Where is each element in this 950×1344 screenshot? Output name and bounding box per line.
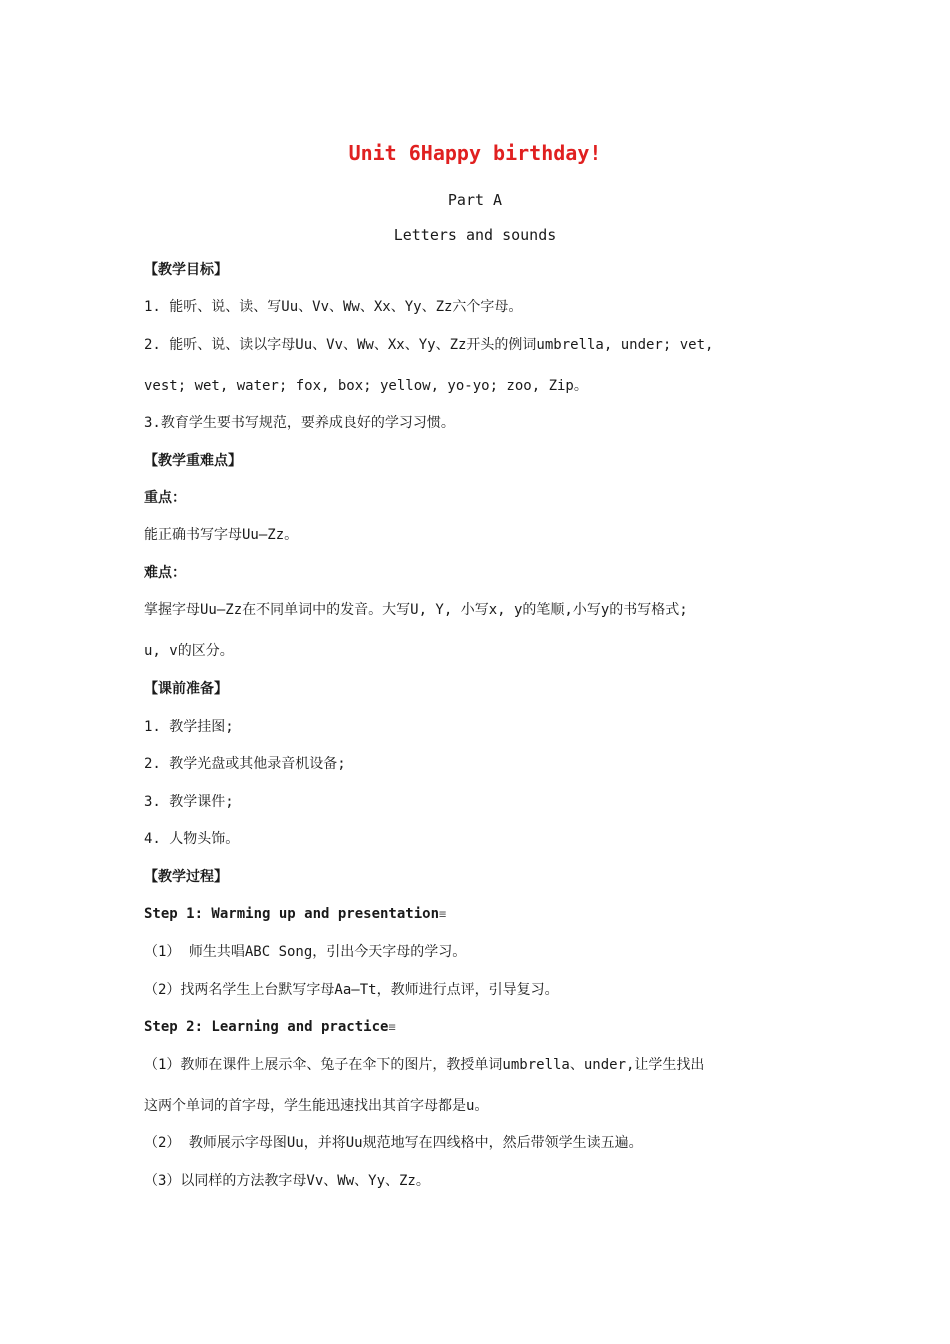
step2-item: （3）以同样的方法教字母Vv、Ww、Yy、Zz。 bbox=[144, 1173, 430, 1189]
part-label: Part A bbox=[447, 191, 503, 209]
objective-item: 3.教育学生要书写规范，要养成良好的学习习惯。 bbox=[144, 415, 455, 431]
paragraph-mark-icon: ≡ bbox=[439, 907, 447, 921]
step1-item: （1） 师生共唱ABC Song，引出今天字母的学习。 bbox=[144, 944, 467, 960]
step1-item: （2）找两名学生上台默写字母Aa—Tt，教师进行点评，引导复习。 bbox=[144, 982, 559, 998]
key-points-heading: 【教学重难点】 bbox=[144, 453, 242, 469]
lesson-label: Letters and sounds bbox=[393, 226, 557, 244]
preparation-item: 3. 教学课件; bbox=[144, 794, 234, 810]
preparation-heading: 【课前准备】 bbox=[144, 681, 228, 697]
step2-item: （2） 教师展示字母图Uu，并将Uu规范地写在四线格中，然后带领学生读五遍。 bbox=[144, 1135, 643, 1151]
paragraph-mark-icon: ≡ bbox=[388, 1020, 396, 1034]
objective-item: 2. 能听、说、读以字母Uu、Vv、Ww、Xx、Yy、Zz开头的例词umbrella, under; vet, bbox=[144, 337, 714, 353]
step2-item: （1）教师在课件上展示伞、兔子在伞下的图片，教授单词umbrella、under,让学生找出 bbox=[144, 1057, 705, 1073]
process-heading: 【教学过程】 bbox=[144, 869, 228, 885]
objective-item: vest; wet, water; fox, box; yellow, yo-yo; zoo, Zip。 bbox=[144, 378, 588, 394]
preparation-item: 1. 教学挂图; bbox=[144, 719, 234, 735]
objective-item: 1. 能听、说、读、写Uu、Vv、Ww、Xx、Yy、Zz六个字母。 bbox=[144, 299, 523, 315]
objectives-heading: 【教学目标】 bbox=[144, 262, 228, 278]
difficulty-text: 掌握字母Uu—Zz在不同单词中的发音。大写U, Y, 小写x, y的笔顺,小写y的书写格式; bbox=[144, 602, 688, 618]
preparation-item: 4. 人物头饰。 bbox=[144, 831, 240, 847]
document-title: Unit 6Happy birthday! bbox=[348, 141, 602, 165]
step2-item: 这两个单词的首字母，学生能迅速找出其首字母都是u。 bbox=[144, 1098, 489, 1114]
step2-title bbox=[144, 1017, 800, 1037]
step2-title-text: Step 2: Learning and practice bbox=[144, 1019, 389, 1035]
preparation-item: 2. 教学光盘或其他录音机设备; bbox=[144, 756, 346, 772]
difficulty-text: u, v的区分。 bbox=[144, 643, 234, 659]
difficulty-label: 难点： bbox=[144, 565, 186, 581]
focus-text: 能正确书写字母Uu—Zz。 bbox=[144, 527, 299, 543]
focus-label: 重点： bbox=[144, 490, 186, 506]
step1-title-text: Step 1: Warming up and presentation bbox=[144, 906, 440, 922]
step1-title bbox=[144, 904, 800, 924]
